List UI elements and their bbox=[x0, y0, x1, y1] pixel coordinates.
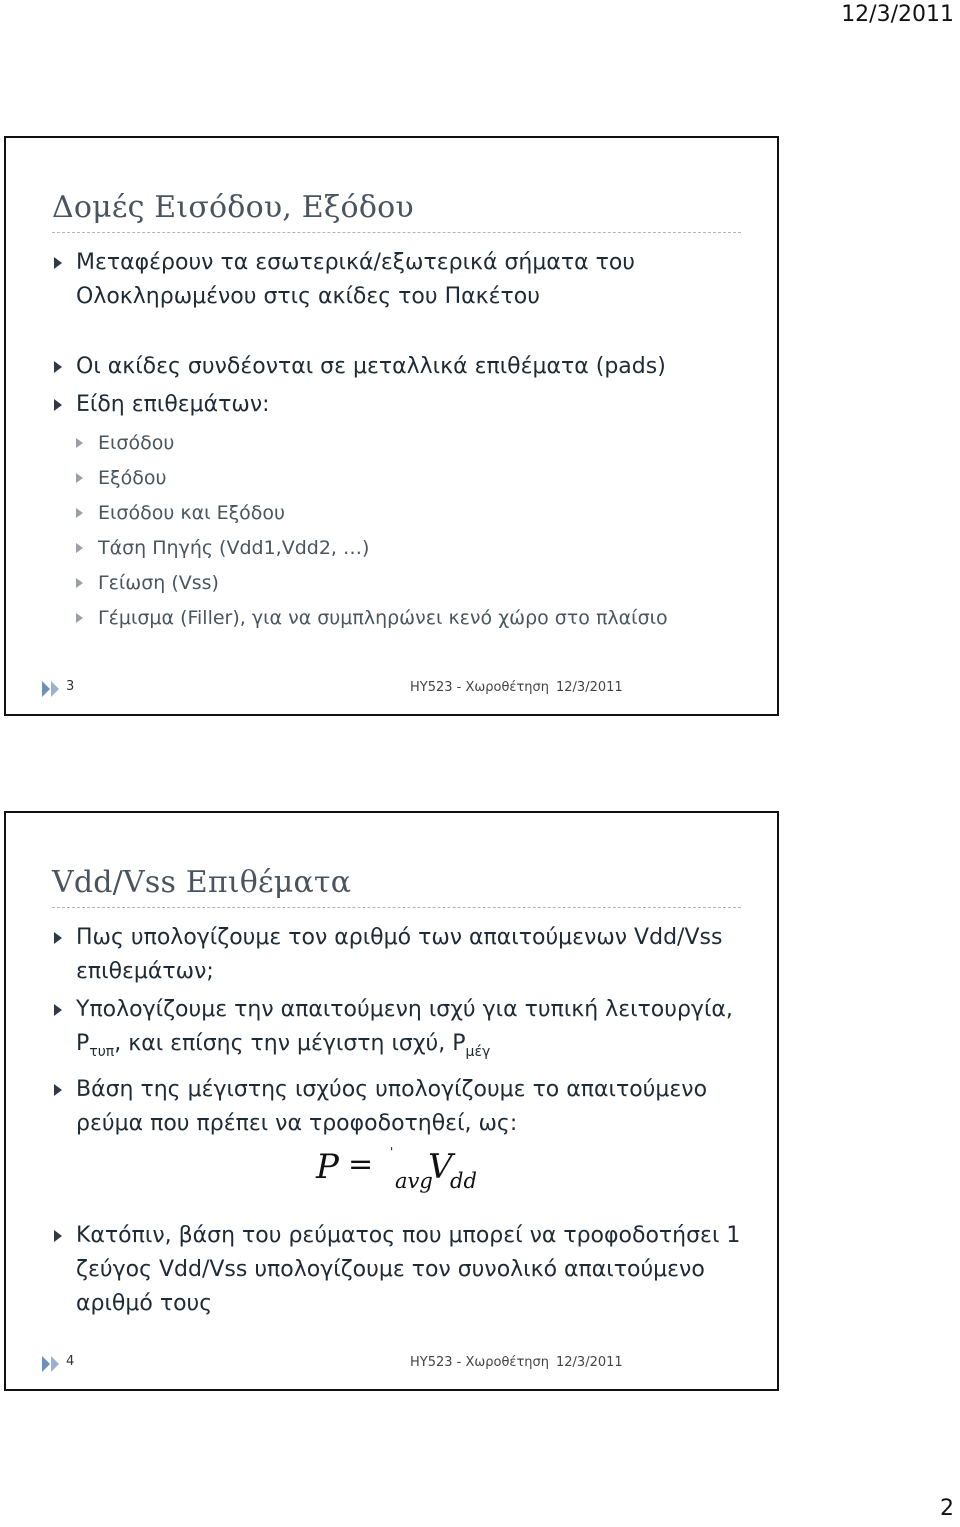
bullet-list bbox=[52, 921, 747, 1325]
bullet-arrow-icon bbox=[54, 361, 62, 373]
sub-bullet-arrow-icon bbox=[76, 438, 83, 448]
bullet-item bbox=[52, 921, 747, 989]
bullet-text: Οι ακίδες συνδέονται σε μεταλλικά επιθέματα (pads) bbox=[76, 354, 666, 379]
footer-arrows-icon bbox=[42, 1356, 62, 1372]
sub-bullet-arrow-icon bbox=[76, 613, 83, 623]
sub-item bbox=[74, 601, 747, 636]
bullet-arrow-icon bbox=[54, 932, 62, 944]
formula-var: V bbox=[428, 1147, 453, 1187]
slide-4 bbox=[4, 811, 779, 1391]
sub-item bbox=[74, 566, 747, 601]
slide-number: 3 bbox=[66, 679, 75, 694]
page-number: 2 bbox=[940, 1496, 954, 1521]
bullet-item bbox=[52, 1073, 747, 1141]
bullet-arrow-icon bbox=[54, 257, 62, 269]
bullet-item bbox=[52, 1219, 747, 1321]
bullet-list bbox=[52, 246, 747, 636]
bullet-text: Κατόπιν, βάση του ρεύματος που μπορεί να τροφοδοτήσει 1 ζεύγος Vdd/Vss υπολογίζουμε τον συνολικό απαιτούμενο αριθμό τους bbox=[76, 1223, 741, 1316]
formula-lhs: P bbox=[316, 1147, 339, 1187]
title-divider bbox=[52, 907, 741, 908]
formula-sub-dd: dd bbox=[450, 1169, 477, 1193]
title-divider bbox=[52, 232, 741, 233]
sub-item bbox=[74, 531, 747, 566]
slide-number: 4 bbox=[66, 1354, 75, 1369]
bullet-text-continued: , και επίσης την μέγιστη ισχύ, P bbox=[114, 1031, 466, 1056]
footer-date: 12/3/2011 bbox=[556, 680, 623, 695]
formula-tick: ' bbox=[390, 1145, 394, 1159]
bullet-text: Υπολογίζουμε την απαιτούμενη ισχύ για τυπική λειτουργία, P bbox=[76, 997, 733, 1056]
spacer bbox=[52, 324, 747, 350]
course-label: ΗΥ523 - Χωροθέτηση bbox=[410, 1355, 550, 1370]
slide-footer bbox=[6, 678, 777, 700]
formula-sub-avg: avg bbox=[395, 1169, 433, 1193]
sub-bullet-arrow-icon bbox=[76, 508, 83, 518]
subscript-max: μέγ bbox=[465, 1044, 491, 1060]
bullet-item bbox=[52, 993, 747, 1069]
bullet-arrow-icon bbox=[54, 1230, 62, 1242]
sub-bullet-arrow-icon bbox=[76, 543, 83, 553]
sub-bullet-arrow-icon bbox=[76, 473, 83, 483]
footer-arrows-icon bbox=[42, 681, 62, 697]
sub-item-text: Γέμισμα (Filler), για να συμπληρώνει κενό χώρο στο πλαίσιο bbox=[98, 607, 668, 629]
slide-3 bbox=[4, 136, 779, 716]
sub-item bbox=[74, 496, 747, 531]
slide-footer bbox=[6, 1353, 777, 1375]
formula-equals: = bbox=[348, 1147, 374, 1182]
subscript-typ: τυπ bbox=[89, 1044, 115, 1060]
bullet-item bbox=[52, 350, 747, 384]
course-label: ΗΥ523 - Χωροθέτηση bbox=[410, 680, 550, 695]
bullet-arrow-icon bbox=[54, 1004, 62, 1016]
sub-item bbox=[74, 461, 747, 496]
footer-date: 12/3/2011 bbox=[556, 1355, 623, 1370]
sub-item-text: Εισόδου και Εξόδου bbox=[98, 502, 286, 524]
bullet-text: Πως υπολογίζουμε τον αριθμό των απαιτούμενων Vdd/Vss επιθεμάτων; bbox=[76, 925, 723, 984]
sub-item bbox=[74, 426, 747, 461]
bullet-text: Βάση της μέγιστης ισχύος υπολογίζουμε το απαιτούμενο ρεύμα που πρέπει να τροφοδοτηθεί, ως: bbox=[76, 1077, 708, 1136]
slide-title: Δομές Εισόδου, Εξόδου bbox=[52, 190, 414, 225]
sub-item-text: Τάση Πηγής (Vdd1,Vdd2, …) bbox=[98, 537, 370, 559]
bullet-text: Μεταφέρουν τα εσωτερικά/εξωτερικά σήματα του Ολοκληρωμένου στις ακίδες του Πακέτου bbox=[76, 250, 636, 309]
slide-title: Vdd/Vss Επιθέματα bbox=[52, 865, 352, 900]
page-date: 12/3/2011 bbox=[841, 2, 954, 27]
bullet-item bbox=[52, 388, 747, 422]
power-formula bbox=[52, 1147, 747, 1207]
bullet-arrow-icon bbox=[54, 1084, 62, 1096]
bullet-item bbox=[52, 246, 747, 314]
sub-item-text: Εξόδου bbox=[98, 467, 167, 489]
bullet-text: Είδη επιθεμάτων: bbox=[76, 392, 270, 417]
sub-item-text: Εισόδου bbox=[98, 432, 175, 454]
sub-bullet-arrow-icon bbox=[76, 578, 83, 588]
sub-item-text: Γείωση (Vss) bbox=[98, 572, 219, 594]
bullet-arrow-icon bbox=[54, 399, 62, 411]
